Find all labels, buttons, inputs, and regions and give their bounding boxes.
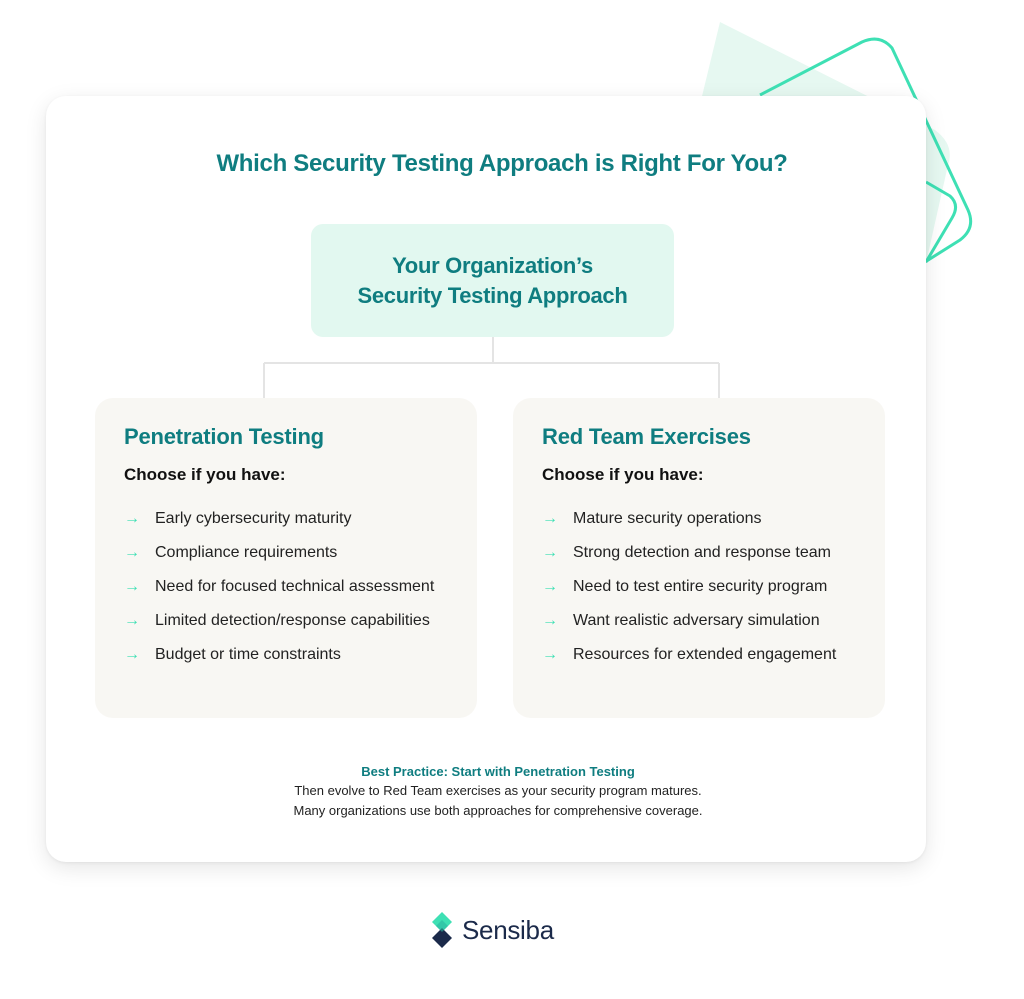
list-item <box>542 638 836 672</box>
brand-logo <box>430 912 554 948</box>
arrow-right-icon: → <box>542 646 558 663</box>
list-item-label: Need for focused technical assessment <box>155 578 435 595</box>
list-item-label: Budget or time constraints <box>155 646 341 663</box>
page-title: Which Security Testing Approach is Right For You? <box>216 150 788 177</box>
arrow-right-icon: → <box>542 544 558 561</box>
arrow-right-icon: → <box>124 544 140 561</box>
arrow-right-icon: → <box>124 646 140 663</box>
arrow-right-icon: → <box>542 612 558 629</box>
list-item-label: Need to test entire security program <box>573 578 828 595</box>
root-node-line-2: Security Testing Approach <box>357 282 628 308</box>
root-node <box>311 224 674 337</box>
list-item <box>542 570 836 604</box>
list-item <box>542 536 836 570</box>
panel-title: Penetration Testing <box>124 424 324 449</box>
panel-subtitle: Choose if you have: <box>542 465 704 484</box>
list-item-label: Want realistic adversary simulation <box>573 612 820 629</box>
arrow-right-icon: → <box>124 578 140 595</box>
list-item-label: Early cybersecurity maturity <box>155 510 352 527</box>
penetration-testing-panel <box>95 398 477 718</box>
arrow-right-icon: → <box>124 510 140 527</box>
best-practice-line-1: Then evolve to Red Team exercises as your security program matures. <box>294 783 702 798</box>
best-practice-heading: Best Practice: Start with Penetration Testing <box>361 764 635 779</box>
arrow-right-icon: → <box>542 578 558 595</box>
red-team-exercises-panel <box>513 398 885 718</box>
arrow-right-icon: → <box>542 510 558 527</box>
criteria-list <box>124 502 434 672</box>
list-item-label: Limited detection/response capabilities <box>155 612 430 629</box>
list-item <box>124 536 434 570</box>
list-item-label: Resources for extended engagement <box>573 646 837 663</box>
root-node-line-1: Your Organization’s <box>392 252 593 278</box>
list-item <box>124 604 434 638</box>
brand-name: Sensiba <box>462 914 554 945</box>
list-item-label: Mature security operations <box>573 510 762 527</box>
panel-subtitle: Choose if you have: <box>124 465 286 484</box>
list-item <box>124 570 434 604</box>
best-practice-note <box>0 762 996 821</box>
list-item <box>124 502 434 536</box>
best-practice-line-2: Many organizations use both approaches for comprehensive coverage. <box>293 803 703 818</box>
arrow-right-icon: → <box>124 612 140 629</box>
list-item-label: Strong detection and response team <box>573 544 831 561</box>
panel-title: Red Team Exercises <box>542 424 751 449</box>
criteria-list <box>542 502 836 672</box>
list-item <box>124 638 434 672</box>
sensiba-logo-icon <box>430 912 454 948</box>
list-item-label: Compliance requirements <box>155 544 338 561</box>
list-item <box>542 502 836 536</box>
list-item <box>542 604 836 638</box>
